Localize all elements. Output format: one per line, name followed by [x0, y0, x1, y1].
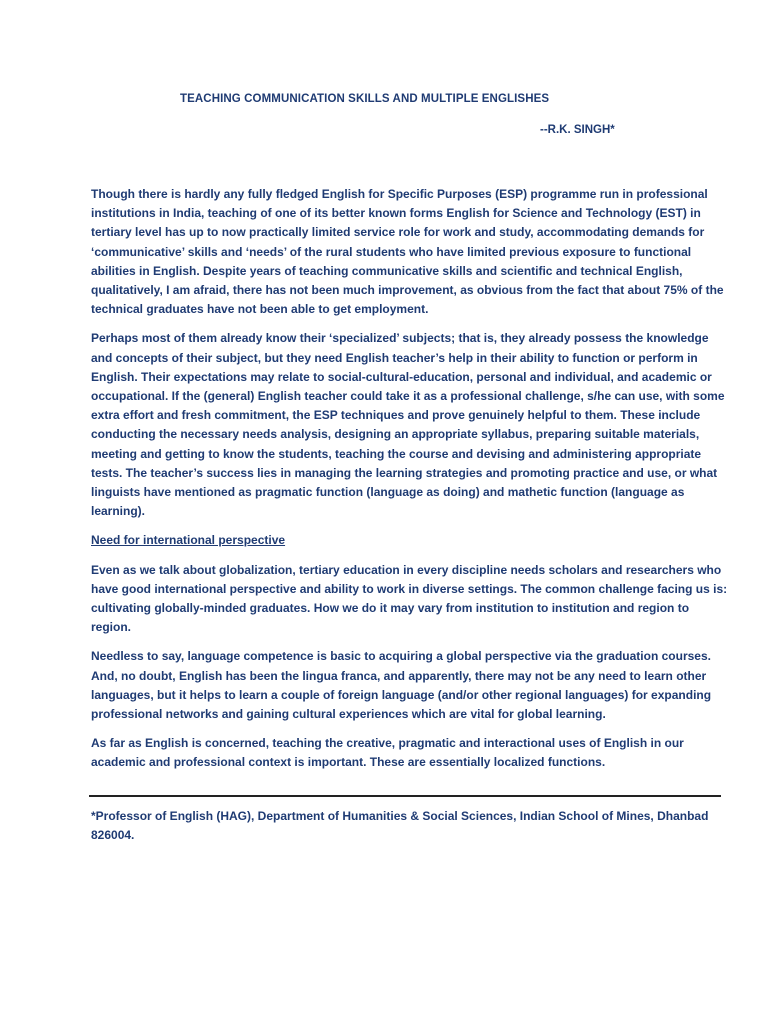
footnote: *Professor of English (HAG), Department of Humanities & Social Sciences, Indian School of Mines, Dhanbad 826004.: [91, 809, 709, 843]
paragraph-language-competence: Needless to say, language competence is basic to acquiring a global perspective via the graduation courses. And, no doubt, English has been the lingua franca, and apparently, there may not be any need to learn other languages, but it helps to learn a couple of foreign language (and/or other regional languages) for expanding professional networks and gaining cultural experiences which are vital for global learning.: [91, 649, 712, 722]
paragraph-globalization: Even as we talk about globalization, tertiary education in every discipline needs scholars and researchers who have good international perspective and ability to work in diverse settings. The common challenge facing us is: cultivating globally-minded graduates. How we do it may vary from institution to institution and region to region.: [91, 562, 728, 635]
document-title: TEACHING COMMUNICATION SKILLS AND MULTIPLE ENGLISHES: [180, 93, 550, 105]
paragraph-specialized-subjects: Perhaps most of them already know their ‘specialized’ subjects; that is, they already possess the knowledge and concepts of their subject, but they need English teacher’s help in their ability to function or perform in English. Their expectations may relate to social-cultural-education, personal and individual, and academic or occupational. If the (general) English teacher could take it as a professional challenge, s/he can use, with some extra effort and fresh commitment, the ESP techniques and prove genuinely helpful to them. These include conducting the necessary needs analysis, designing an appropriate syllabus, preparing suitable materials, meeting and getting to know the students, teaching the course and devising and administering appropriate tests. The teacher’s success lies in managing the learning strategies and promoting practice and use, or what linguists have mentioned as pragmatic function (language as doing) and mathetic function (language as learning).: [91, 331, 725, 519]
footnote-divider: [89, 795, 721, 797]
paragraph-english-uses: As far as English is concerned, teaching the creative, pragmatic and interactional uses of English in our academic and professional context is important. These are essentially localized functions.: [91, 736, 684, 770]
author-line: --R.K. SINGH*: [540, 124, 615, 136]
document-body: [91, 185, 731, 783]
section-heading: Need for international perspective: [91, 533, 286, 548]
paragraph-esp-intro: Though there is hardly any fully fledged English for Specific Purposes (ESP) programme run in professional institutions in India, teaching of one of its better known forms English for Science and Technology (EST) in tertiary level has up to now practically limited service role for work and study, accommodating demands for ‘communicative’ skills and ‘needs’ of the rural students who have limited previous exposure to functional abilities in English. Despite years of teaching communicative skills and scientific and technical English, qualitatively, I am afraid, there has not been much improvement, as obvious from the fact that about 75% of the technical graduates have not been able to get employment.: [91, 187, 724, 317]
